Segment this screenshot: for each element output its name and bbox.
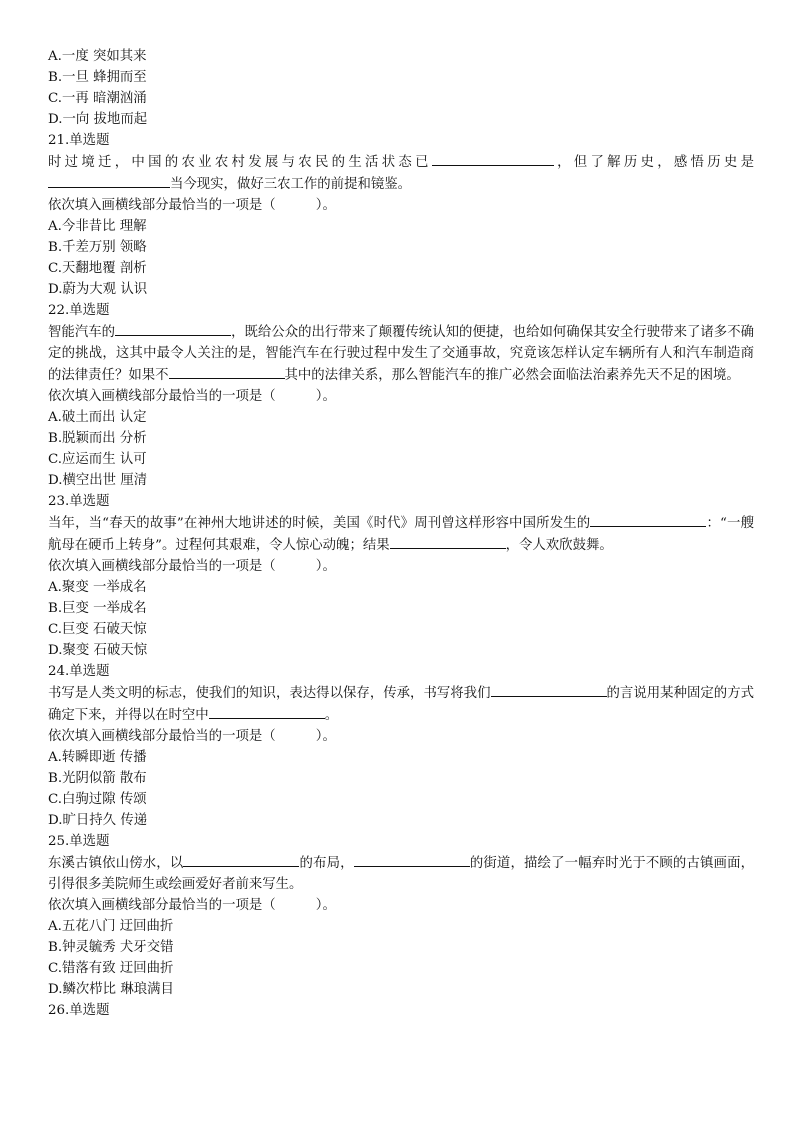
question-stem	[48, 151, 754, 195]
option-d: D.一向 拔地而起	[48, 112, 148, 127]
answer-blank	[590, 512, 706, 527]
stem-text: 的街道，描绘了一幅弃时光于不顾的古镇画面，引得很多美院师生或绘画爱好者前来写生。	[48, 856, 755, 892]
question-number: 24.单选题	[48, 664, 110, 679]
question-24	[48, 661, 754, 831]
option-c: C.错落有致 迂回曲折	[48, 961, 174, 976]
answer-blank	[209, 704, 325, 719]
stem-text: 东溪古镇依山傍水，以	[48, 856, 184, 871]
option-c: C.巨变 石破天惊	[48, 622, 147, 637]
option-d: D.鳞次栉比 琳琅满目	[48, 982, 174, 997]
option-d: D.聚变 石破天惊	[48, 643, 148, 658]
stem-text: 其中的法律关系，那么智能汽车的推广必然会面临法治素养先天不足的困境。	[284, 368, 740, 383]
prev-options	[48, 46, 754, 130]
stem-text: 当今现实，做好三农工作的前提和镜鉴。	[170, 177, 412, 192]
question-prompt: 依次填入画横线部分最恰当的一项是（ ）。	[48, 729, 336, 744]
option-c: C.应运而生 认可	[48, 452, 147, 467]
question-22	[48, 300, 754, 491]
option-b: B.一旦 蜂拥而至	[48, 70, 147, 85]
answer-blank	[491, 682, 607, 697]
option-a: A.今非昔比 理解	[48, 219, 147, 234]
question-stem	[48, 512, 754, 556]
stem-text: 的布局，	[299, 856, 354, 871]
stem-text: ，但了解历史，感悟历史是	[553, 155, 755, 170]
question-prompt: 依次填入画横线部分最恰当的一项是（ ）。	[48, 898, 336, 913]
answer-blank	[432, 151, 554, 166]
stem-text: 。	[324, 708, 339, 723]
stem-text: 书写是人类文明的标志，使我们的知识，表达得以保存，传承，书写将我们	[48, 686, 491, 701]
question-number: 22.单选题	[48, 303, 110, 318]
option-d: D.蔚为大观 认识	[48, 282, 148, 297]
question-26-number: 26.单选题	[48, 1003, 110, 1018]
answer-blank	[183, 852, 299, 867]
option-b: B.钟灵毓秀 犬牙交错	[48, 940, 174, 955]
stem-text: ，既给公众的出行带来了颠覆传统认知的便捷，也给如何确保其安全行驶带来了诸多不确定的挑战，这其中最令人关注的是，智能汽车在行驶过程中发生了交通事故，究竟该怎样认定车辆所有人和汽车制造商的法律责任？如果不	[48, 325, 754, 383]
question-21	[48, 130, 754, 300]
option-a: A.一度 突如其来	[48, 49, 147, 64]
question-stem	[48, 321, 754, 386]
option-a: A.五花八门 迂回曲折	[48, 919, 174, 934]
answer-blank	[48, 173, 170, 188]
stem-text: ：“一艘航母在硬币上转身”。过程何其艰难，令人惊心动魄；结果	[48, 516, 754, 553]
option-c: C.天翻地覆 剖析	[48, 261, 147, 276]
answer-blank	[390, 534, 506, 549]
question-stem	[48, 852, 754, 895]
option-d: D.旷日持久 传递	[48, 813, 148, 828]
stem-text: 智能汽车的	[48, 325, 116, 340]
question-prompt: 依次填入画横线部分最恰当的一项是（ ）。	[48, 198, 336, 213]
question-prompt: 依次填入画横线部分最恰当的一项是（ ）。	[48, 389, 336, 404]
option-b: B.光阴似箭 散布	[48, 771, 147, 786]
question-number: 23.单选题	[48, 494, 110, 509]
answer-blank	[354, 852, 470, 867]
option-b: B.千差万别 领略	[48, 240, 147, 255]
option-b: B.脱颖而出 分析	[48, 431, 147, 446]
stem-text: ，令人欢欣鼓舞。	[505, 538, 613, 553]
option-c: C.白驹过隙 传颂	[48, 792, 147, 807]
option-a: A.转瞬即逝 传播	[48, 750, 147, 765]
question-stem	[48, 682, 754, 726]
answer-blank	[115, 321, 231, 336]
question-prompt: 依次填入画横线部分最恰当的一项是（ ）。	[48, 559, 336, 574]
question-25	[48, 831, 754, 1000]
question-number: 25.单选题	[48, 834, 110, 849]
question-number: 21.单选题	[48, 133, 110, 148]
stem-text: 的言说用某种固定的方式确定下来，并得以在时空中	[48, 686, 754, 723]
option-d: D.横空出世 厘清	[48, 473, 148, 488]
question-23	[48, 491, 754, 661]
option-a: A.聚变 一举成名	[48, 580, 147, 595]
stem-text: 时过境迁，中国的农业农村发展与农民的生活状态已	[48, 155, 432, 170]
option-c: C.一再 暗潮汹涌	[48, 91, 147, 106]
option-a: A.破土而出 认定	[48, 410, 147, 425]
option-b: B.巨变 一举成名	[48, 601, 147, 616]
stem-text: 当年，当“春天的故事”在神州大地讲述的时候，美国《时代》周刊曾这样形容中国所发生的	[48, 516, 591, 531]
answer-blank	[169, 364, 285, 379]
exam-page	[48, 46, 754, 1021]
